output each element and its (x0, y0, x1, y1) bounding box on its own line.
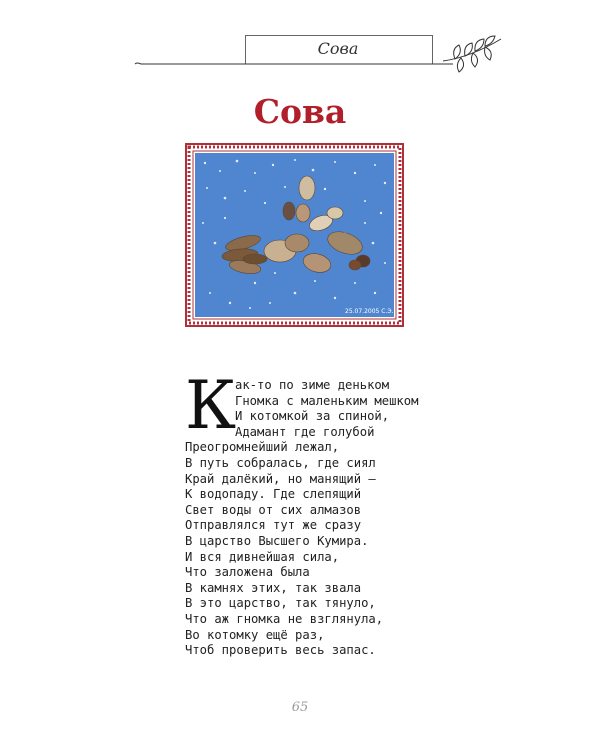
leaf-branch-icon (441, 31, 511, 81)
running-header (133, 35, 493, 75)
poem-line: Гномка с маленьким мешком (235, 393, 419, 408)
poem-line: В камнях этих, так звала (185, 580, 362, 595)
artwork-signature: 25.07.2005 С.Э. (345, 308, 394, 315)
chapter-title: Сова (253, 92, 347, 131)
poem-line: В путь собралась, где сиял (185, 456, 376, 470)
poem-line: Что аж гномка не взглянула, (185, 612, 384, 626)
poem-line: В царство Высшего Кумира. (185, 534, 369, 548)
poem-line: Край далёкий, но манящий – (185, 471, 376, 486)
header-rule (133, 61, 453, 67)
poem-line: Свет воды от сих алмазов (185, 502, 362, 517)
page-number: 65 (291, 700, 309, 715)
drop-cap: К (185, 367, 237, 444)
poem-line: Преогромнейший лежал, (185, 440, 340, 455)
poem-line: Чтоб проверить весь запас. (185, 643, 376, 658)
poem-line: ак-то по зиме деньком (235, 378, 390, 392)
poem-line: И вся дивнейшая сила, (185, 549, 340, 564)
poem-line: Отправлялся тут же сразу (185, 518, 362, 533)
poem-line: В это царство, так тянуло, (185, 596, 376, 611)
poem-line: Что заложена была (185, 565, 310, 580)
poem-line: И котомкой за спиной, (235, 409, 390, 424)
poem-line: Адамант где голубой (235, 424, 375, 439)
poem-line: Во котомку ещё раз, (185, 627, 325, 642)
running-header-title: Сова (317, 39, 359, 58)
owl-pebble-artwork (185, 143, 404, 327)
poem-line: К водопаду. Где слепящий (185, 487, 362, 502)
